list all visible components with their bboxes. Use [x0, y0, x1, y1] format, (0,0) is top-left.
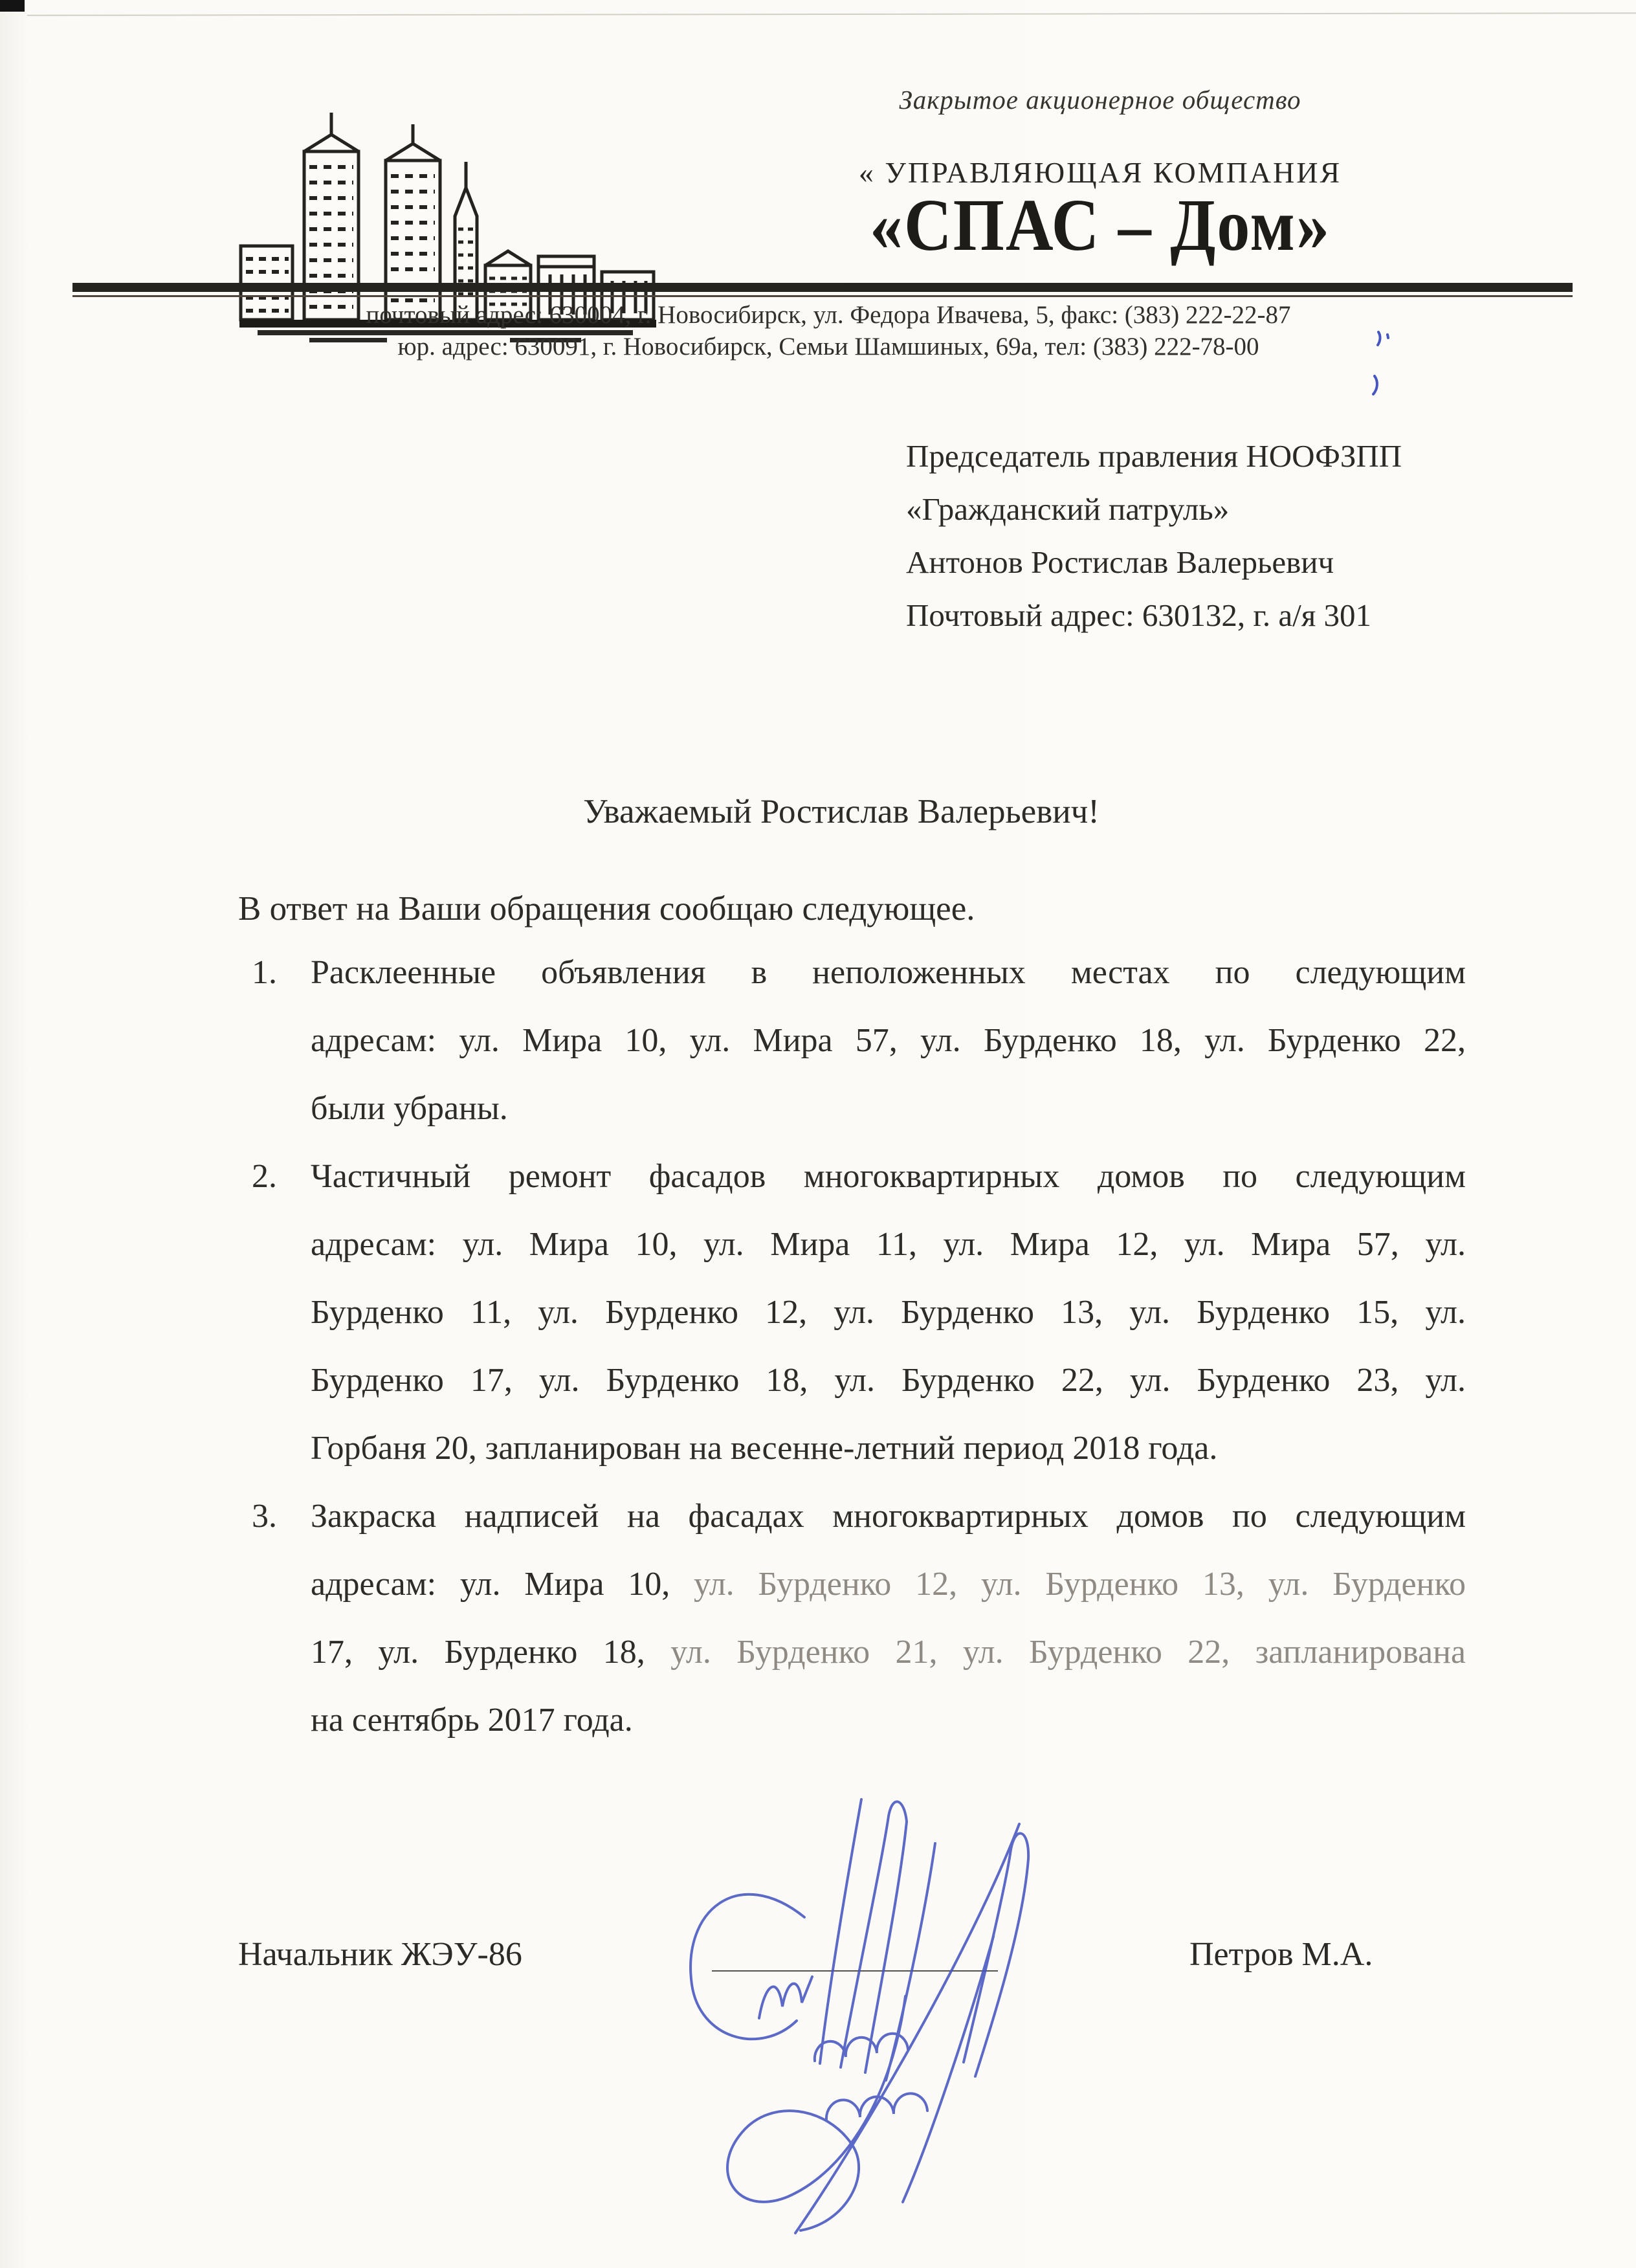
legal-address-line: юр. адрес: 630091, г. Новосибирск, Семьи Шамшиных, 69а, тел: (383) 222-78-00 — [397, 333, 1259, 361]
body-text: Бурденко 17, ул. Бурденко 18, ул. Бурденко 22, ул. Бурденко 23, ул. — [311, 1362, 1466, 1399]
body-text: адресам: ул. Мира 10, ул. Мира 57, ул. Бурденко 18, ул. Бурденко 22, — [311, 1022, 1466, 1059]
body-text: Расклеенные объявления в неположенных местах по следующим — [311, 954, 1466, 991]
letterhead-rule-thick — [72, 283, 1573, 292]
postal-address-line: почтовый адрес: 630004, г. Новосибирск, ул. Федора Ивачева, 5, факс: (383) 222-22-87 — [366, 301, 1291, 329]
letterhead-rule-thin — [72, 295, 1573, 297]
body-text: Закраска надписей на фасадах многоквартирных домов по следующим — [311, 1498, 1466, 1535]
body-text: 17, ул. Бурденко 18, — [311, 1634, 671, 1671]
body-line — [236, 1414, 1466, 1482]
intro-line: В ответ на Ваши обращения сообщаю следующее. — [238, 890, 975, 928]
recipient-line: Антонов Ростислав Валерьевич — [906, 544, 1334, 580]
numbered-list — [236, 939, 1466, 1754]
company-name-line1: « УПРАВЛЯЮЩАЯ КОМПАНИЯ — [858, 156, 1342, 189]
body-text: были убраны. — [311, 1090, 508, 1127]
body-line — [236, 1210, 1466, 1278]
body-line — [236, 1074, 1466, 1142]
recipient-line: Почтовый адрес: 630132, г. а/я 301 — [906, 597, 1372, 633]
blue-ink-specks — [1359, 320, 1398, 424]
body-line — [236, 1686, 1466, 1754]
handwritten-signature-icon — [631, 1781, 1142, 2241]
body-line — [236, 1006, 1466, 1074]
body-line — [236, 939, 1466, 1006]
body-text: Частичный ремонт фасадов многоквартирных домов по следующим — [311, 1158, 1466, 1195]
recipient-line: «Гражданский патруль» — [906, 491, 1230, 527]
body-line — [236, 1482, 1466, 1550]
recipient-line: Председатель правления НООФЗПП — [906, 438, 1402, 474]
list-item-number: 1. — [252, 954, 277, 991]
body-line — [236, 1346, 1466, 1414]
body-text: на сентябрь 2017 года. — [311, 1702, 633, 1739]
body-line — [236, 1550, 1466, 1618]
body-line — [236, 1142, 1466, 1210]
scan-corner-artifact — [0, 0, 25, 12]
body-text: адресам: ул. Мира 10, — [311, 1566, 694, 1603]
body-text: Горбаня 20, запланирован на весенне-летний период 2018 года. — [311, 1430, 1218, 1467]
signer-name: Петров М.А. — [1189, 1936, 1373, 1973]
body-text-faded: ул. Бурденко 21, ул. Бурденко 22, запланирована — [670, 1634, 1466, 1671]
list-item-number: 2. — [252, 1158, 277, 1195]
company-name-line2: «СПАС – Дом» — [870, 184, 1331, 267]
org-type-line: Закрытое акционерное общество — [899, 85, 1301, 115]
body-line — [236, 1618, 1466, 1686]
body-text: Бурденко 11, ул. Бурденко 12, ул. Бурденко 13, ул. Бурденко 15, ул. — [311, 1294, 1466, 1331]
body-text: адресам: ул. Мира 10, ул. Мира 11, ул. Мира 12, ул. Мира 57, ул. — [311, 1226, 1466, 1263]
body-text-faded: ул. Бурденко 12, ул. Бурденко 13, ул. Бурденко — [693, 1566, 1466, 1603]
body-line — [236, 1278, 1466, 1346]
salutation-line: Уважаемый Ростислав Валерьевич! — [583, 793, 1100, 830]
list-item-number: 3. — [252, 1498, 277, 1535]
recipient-block — [906, 430, 1540, 642]
letterhead-text — [744, 0, 1456, 285]
signer-position-title: Начальник ЖЭУ-86 — [238, 1936, 522, 1973]
